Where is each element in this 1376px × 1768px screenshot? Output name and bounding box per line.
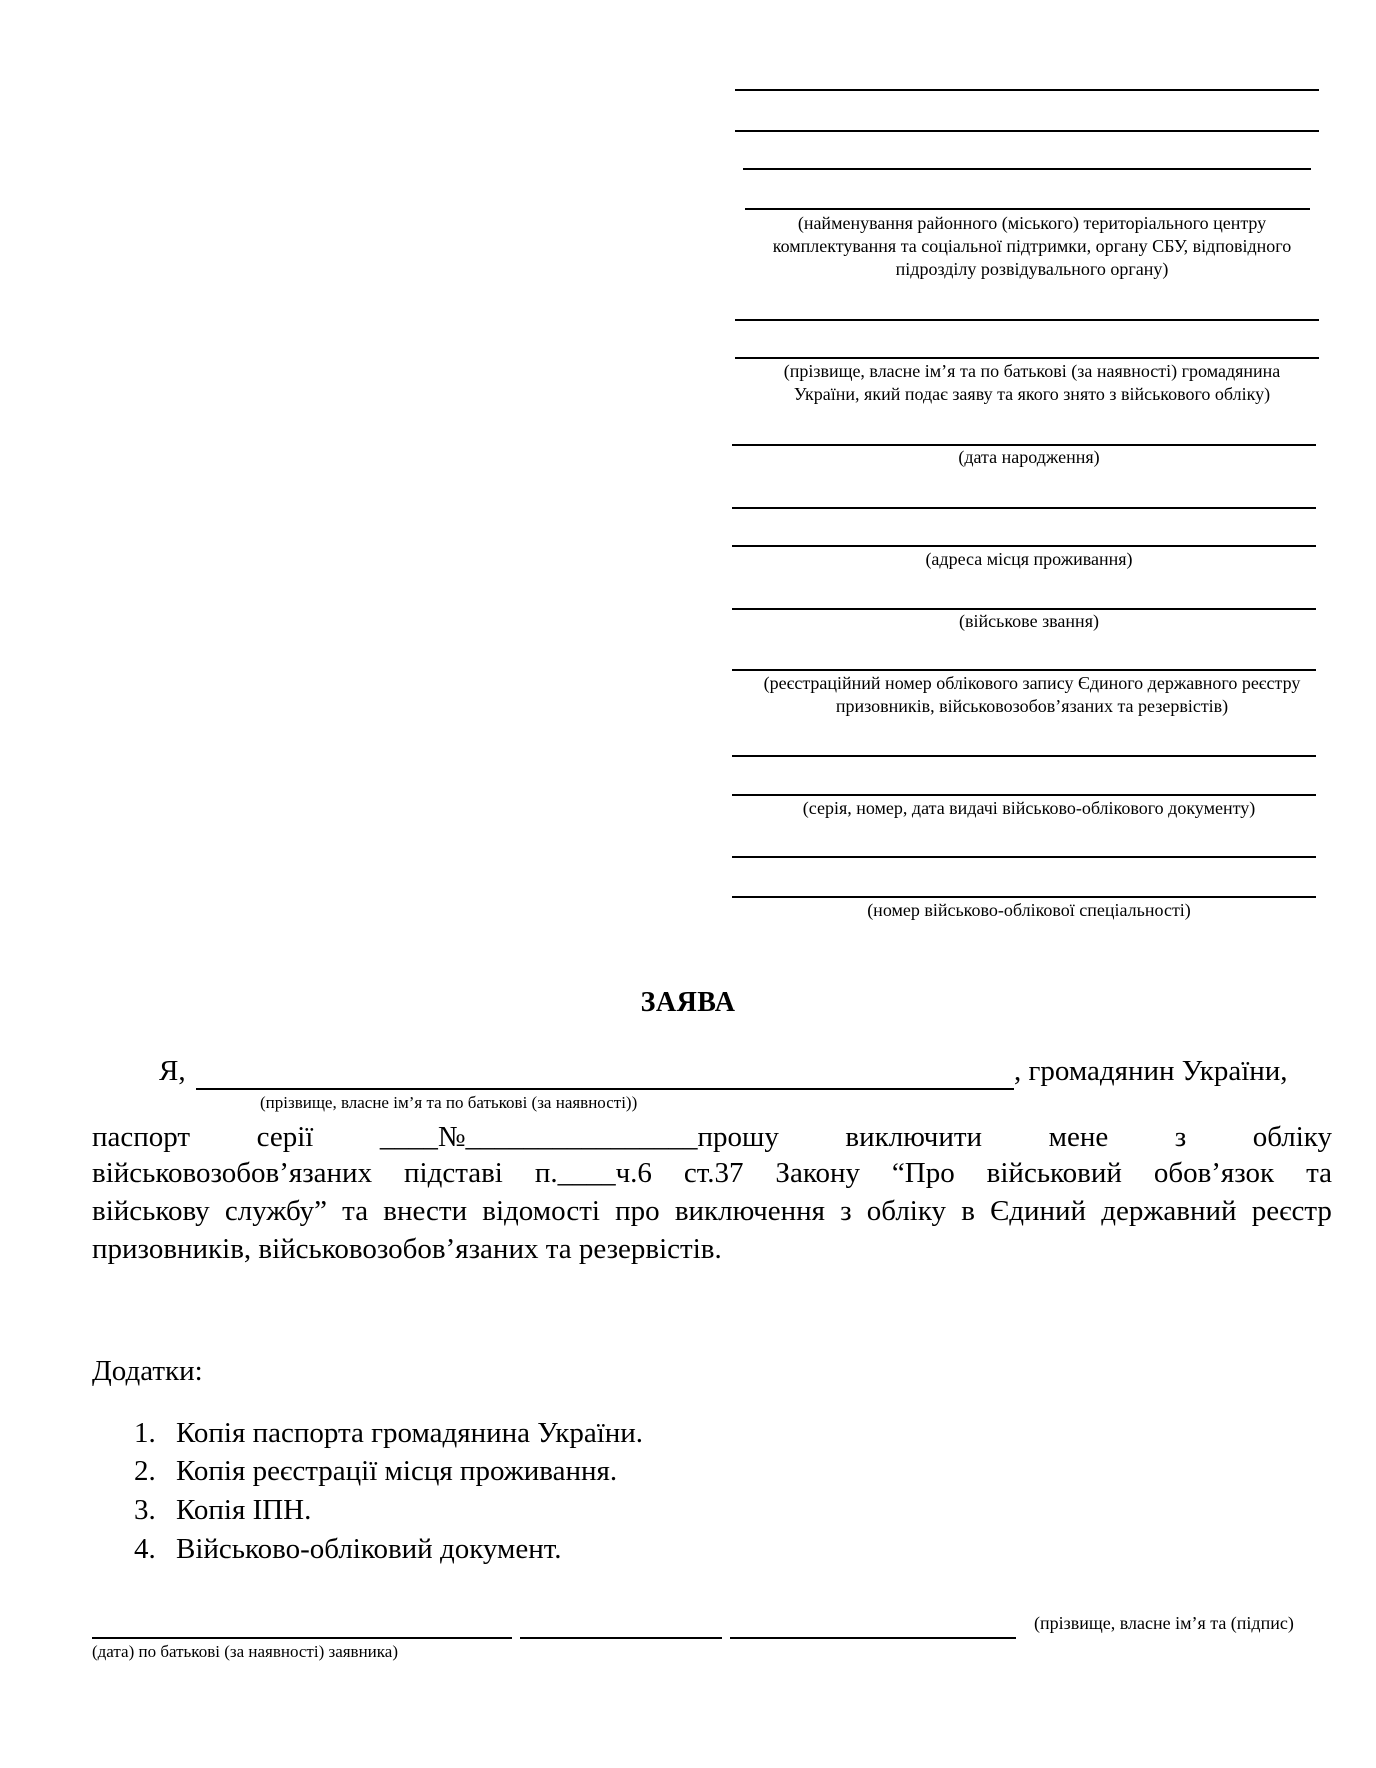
statement-line-4	[92, 1192, 1332, 1230]
blank-line-name-1	[735, 319, 1319, 321]
statement-word: та	[342, 1195, 369, 1227]
blank-line-applicant-fullname	[730, 1637, 1016, 1639]
statement-word: “Про	[891, 1157, 955, 1189]
caption-registry-line-1: (реєстраційний номер облікового запису Єдиного державного реєстру	[763, 673, 1301, 693]
list-item	[134, 1452, 617, 1490]
caption-signature-left: (дата) по батькові (за наявності) заявника)	[92, 1642, 398, 1661]
statement-line-5: призовників, військовозобов’язаних та резервістів.	[92, 1233, 722, 1265]
list-item-text: Військово-обліковий документ.	[176, 1533, 562, 1565]
list-item-number: 1.	[134, 1417, 156, 1449]
list-item	[134, 1491, 311, 1529]
statement-word: відомості	[482, 1195, 600, 1227]
caption-name-line-1: (прізвище, власне ім’я та по батькові (за наявності) громадянина	[783, 361, 1281, 381]
blank-line-authority-1	[735, 89, 1319, 91]
statement-word: військовозобов’язаних	[92, 1157, 373, 1189]
list-item-number: 2.	[134, 1455, 156, 1487]
statement-word: виключення	[674, 1195, 825, 1227]
caption-authority-line-3: підрозділу розвідувального органу)	[895, 259, 1169, 279]
statement-word: ст.37	[683, 1157, 744, 1189]
blank-line-authority-3	[743, 168, 1311, 170]
list-item-text: Копія реєстрації місця проживання.	[176, 1455, 618, 1487]
caption-registry-line-2: призовників, військовозобов’язаних та резервістів)	[835, 696, 1229, 716]
blank-line-address-2	[732, 545, 1316, 547]
list-item	[134, 1530, 561, 1568]
statement-word: підставі	[404, 1157, 503, 1189]
statement-word: з	[1174, 1121, 1187, 1153]
list-item-text: Копія паспорта громадянина України.	[176, 1417, 644, 1449]
statement-word: з	[840, 1195, 852, 1227]
blank-line-address-1	[732, 507, 1316, 509]
statement-word: Єдиний	[990, 1195, 1087, 1227]
statement-word: серії	[256, 1121, 314, 1153]
blank-line-specialty-2	[732, 896, 1316, 898]
statement-word: обов’язок	[1153, 1157, 1275, 1189]
caption-military-specialty: (номер військово-облікової спеціальності)	[867, 900, 1191, 920]
blank-line-date	[92, 1637, 512, 1639]
statement-word: мене	[1048, 1121, 1109, 1153]
caption-rank: (військове звання)	[959, 611, 1099, 631]
statement-word: обліку	[1252, 1121, 1332, 1153]
caption-military-document: (серія, номер, дата видачі військово-облікового документу)	[802, 798, 1256, 818]
blank-line-name-2	[735, 357, 1319, 359]
statement-line-2	[92, 1118, 1332, 1156]
blank-line-applicant-name	[196, 1088, 1014, 1090]
blank-line-document-2	[732, 794, 1316, 796]
blank-line-authority-4	[745, 208, 1310, 210]
caption-name-line-2: України, який подає заяву та якого знято з військового обліку)	[793, 384, 1271, 404]
list-item-number: 4.	[134, 1533, 156, 1565]
document-title: ЗАЯВА	[640, 987, 736, 1018]
caption-birth-date: (дата народження)	[958, 447, 1100, 467]
caption-applicant-name: (прізвище, власне ім’я та по батькові (за наявності))	[260, 1093, 638, 1112]
statement-citizen: , громадянин України,	[1014, 1055, 1288, 1087]
statement-word: обліку	[866, 1195, 947, 1227]
list-item-number: 3.	[134, 1494, 156, 1526]
statement-word: паспорт	[92, 1121, 191, 1153]
statement-word: державний	[1101, 1195, 1237, 1227]
list-item-text: Копія ІПН.	[176, 1494, 312, 1526]
statement-word: п.____ч.6	[534, 1157, 652, 1189]
blank-line-document-1	[732, 755, 1316, 757]
attachments-heading: Додатки:	[92, 1355, 203, 1387]
list-item	[134, 1414, 643, 1452]
caption-address: (адреса місця проживання)	[925, 549, 1133, 569]
statement-word: внести	[383, 1195, 468, 1227]
caption-authority-line-2: комплектування та соціальної підтримки, органу СБУ, відповідного	[772, 236, 1292, 256]
statement-word: в	[961, 1195, 975, 1227]
statement-word: про	[615, 1195, 660, 1227]
statement-intro: Я,	[159, 1055, 186, 1087]
statement-word: Закону	[775, 1157, 860, 1189]
blank-line-authority-2	[735, 130, 1319, 132]
statement-line-3	[92, 1154, 1332, 1192]
blank-line-specialty-1	[732, 856, 1316, 858]
statement-word: та	[1306, 1157, 1332, 1189]
statement-word: військову	[92, 1195, 210, 1227]
statement-word: ____№________________прошу	[379, 1121, 779, 1153]
blank-line-signature	[520, 1637, 722, 1639]
blank-line-registry	[732, 669, 1316, 671]
caption-authority-line-1: (найменування районного (міського) територіального центру	[797, 213, 1267, 233]
statement-word: військовий	[986, 1157, 1122, 1189]
statement-word: реєстр	[1251, 1195, 1332, 1227]
statement-word: виключити	[845, 1121, 983, 1153]
caption-signature-right: (прізвище, власне ім’я та (підпис)	[1034, 1613, 1294, 1633]
statement-word: службу”	[224, 1195, 327, 1227]
